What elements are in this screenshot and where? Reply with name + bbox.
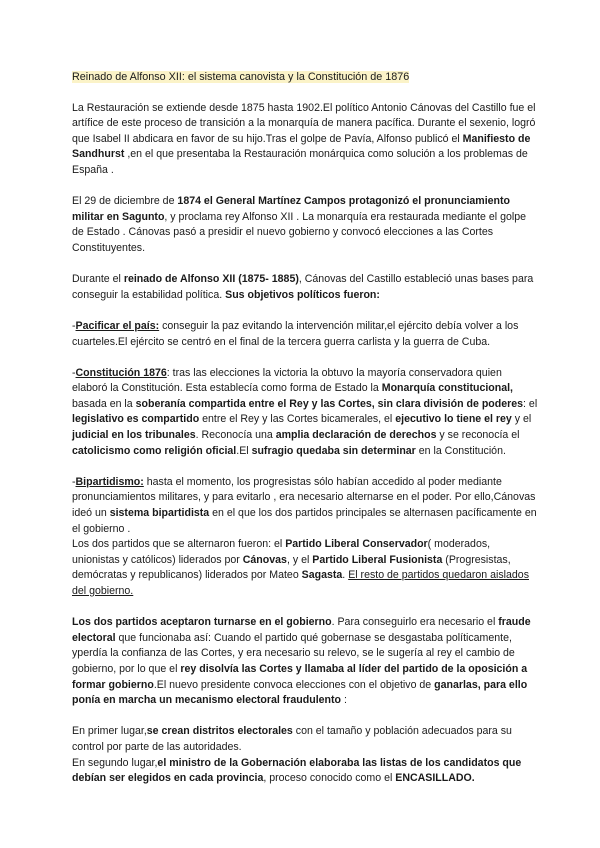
text: : tras las elecciones la victoria la obtuvo la mayoría conservadora quien elaboró la Constitución. Esta establecía como forma de Estado la: [72, 366, 502, 395]
text: ,en el que presentaba la Restauración monárquica como solución a los problemas de España .: [72, 148, 528, 176]
text: Durante el: [72, 273, 124, 286]
text: , proceso conocido como el: [263, 772, 396, 785]
text: : el: [523, 397, 538, 410]
text: -: [72, 366, 76, 379]
text: -: [72, 319, 76, 332]
bold-text: fraude electoral: [72, 616, 531, 644]
bold-text: sistema bipartidista: [109, 507, 210, 520]
paragraph-turno: [72, 615, 540, 709]
underlined-heading: Bipartidismo:: [75, 475, 144, 488]
bold-text: reinado de Alfonso XII (1875- 1885): [123, 273, 299, 286]
text: .: [342, 569, 349, 582]
bold-text: ganarlas, para ello ponía en marcha un mecanismo electoral fraudulento: [72, 678, 528, 707]
paragraph-encasillado: [72, 756, 540, 787]
title-line: [72, 70, 540, 86]
underlined-heading: Pacificar el país:: [75, 319, 160, 332]
text: . Para conseguirlo era necesario el: [331, 616, 499, 629]
bold-text: amplia declaración de derechos: [275, 429, 437, 442]
bold-text: ENCASILLADO.: [395, 772, 475, 785]
text: ( moderados, unionistas y católicos) liderados por: [72, 538, 491, 566]
paragraph-partidos: [72, 537, 540, 599]
text: En primer lugar,: [72, 725, 147, 738]
bold-text: judicial en los tribunales: [72, 429, 196, 442]
text: que funcionaba así: Cuando el partido qué gobernase se desgastaba políticamente, yperdía la confianza de las Cortes, y era necesario su relevo, se le sugería al rey el cambio de gobierno, por lo que el: [72, 631, 515, 675]
text: El 29 de diciembre de: [72, 195, 178, 208]
bold-text: el ministro de la Gobernación elaboraba las listas de los candidatos que debían ser elegidos en cada provincia: [72, 756, 522, 785]
text: y el: [511, 413, 532, 426]
text: en el que los dos partidos principales se alternasen pacíficamente en el gobierno .: [72, 507, 537, 535]
bold-text: Sagasta: [301, 569, 343, 582]
text: , y proclama rey Alfonso XII . La monarquía era restaurada mediante el golpe de Estado . Cánovas pasó a presidir el nuevo gobierno y convocó elecciones a las Cortes Constituyentes.: [72, 210, 526, 254]
text: . Reconocía una: [195, 429, 276, 442]
text: , y el: [286, 553, 313, 566]
underlined-text: El resto de partidos quedaron aislados del gobierno.: [72, 569, 529, 597]
text: hasta el momento, los progresistas sólo habían accedido al poder mediante pronunciamientos militares, y para evitarlo , era necesario alternarse en el poder. Por ello,Cánovas ideó un: [72, 475, 536, 520]
text: -: [72, 475, 76, 488]
bold-text: ejecutivo lo tiene el rey: [395, 413, 512, 426]
paragraph-reinado: [72, 272, 540, 303]
paragraph-constitucion: [72, 366, 540, 460]
bold-text: catolicismo como religión oficial: [72, 444, 237, 457]
bold-text: Monarquía constitucional,: [381, 382, 514, 395]
bold-text: soberanía compartida entre el Rey y las Cortes, sin clara división de poderes: [135, 397, 524, 410]
text: En segundo lugar,: [72, 756, 158, 769]
bold-text: Los dos partidos aceptaron turnarse en el gobierno: [72, 616, 332, 629]
bold-text: rey disolvía las Cortes y llamaba al líder del partido de la oposición a formar gobierno: [72, 662, 528, 691]
bold-text: Manifiesto de Sandhurst: [72, 132, 531, 161]
bold-text: se crean distritos electorales: [146, 725, 293, 738]
paragraph-distritos: [72, 724, 540, 755]
text: :: [341, 694, 347, 707]
text: conseguir la paz evitando la intervención militar,el ejército debía volver a los cuarteles.El ejército se centró en el final de la tercera guerra carlista y la guerra de Cuba.: [72, 319, 519, 348]
document-title: Reinado de Alfonso XII: el sistema canovista y la Constitución de 1876: [72, 71, 410, 83]
text: entre el Rey y las Cortes bicamerales, el: [199, 413, 396, 426]
bold-text: 1874 el General Martínez Campos protagonizó el pronunciamiento militar en Sagunto: [72, 195, 511, 223]
bold-text: Cánovas: [242, 553, 287, 566]
underlined-heading: Constitución 1876: [75, 366, 167, 379]
paragraph-pacificar: [72, 319, 540, 350]
text: Los dos partidos que se alternaron fueron: el: [72, 538, 286, 551]
text: , Cánovas del Castillo estableció unas bases para conseguir la estabilidad política.: [72, 273, 534, 301]
text: en la Constitución.: [415, 444, 506, 457]
bold-text: Partido Liberal Fusionista: [312, 553, 443, 566]
text: y se reconocía el: [436, 429, 520, 442]
text: .El nuevo presidente convoca elecciones con el objetivo de: [153, 678, 435, 691]
paragraph-pronunciamiento: [72, 194, 540, 256]
paragraph-bipartidismo: [72, 475, 540, 537]
bold-text: Sus objetivos políticos fueron:: [225, 288, 380, 301]
bold-text: sufragio quedaba sin determinar: [251, 444, 416, 457]
text: La Restauración se extiende desde 1875 hasta 1902.El político Antonio Cánovas del Castillo fue el artífice de este proceso de transición a la monarquía de manera pacífica. Durante el sexenio, logró que Isabel II abdicara en favor de su hijo.Tras el golpe de Pavía, Alfonso publicó el: [72, 101, 536, 145]
bold-text: legislativo es compartido: [72, 413, 200, 426]
paragraph-restauracion: [72, 101, 540, 179]
text: (Progresistas, demócratas y republicanos) liderados por Mateo: [72, 553, 511, 582]
text: con el tamaño y población adecuados para su control por parte de las autoridades.: [72, 725, 512, 753]
text: basada en la: [72, 397, 136, 410]
bold-text: Partido Liberal Conservador: [285, 538, 428, 551]
text: .El: [236, 444, 252, 457]
